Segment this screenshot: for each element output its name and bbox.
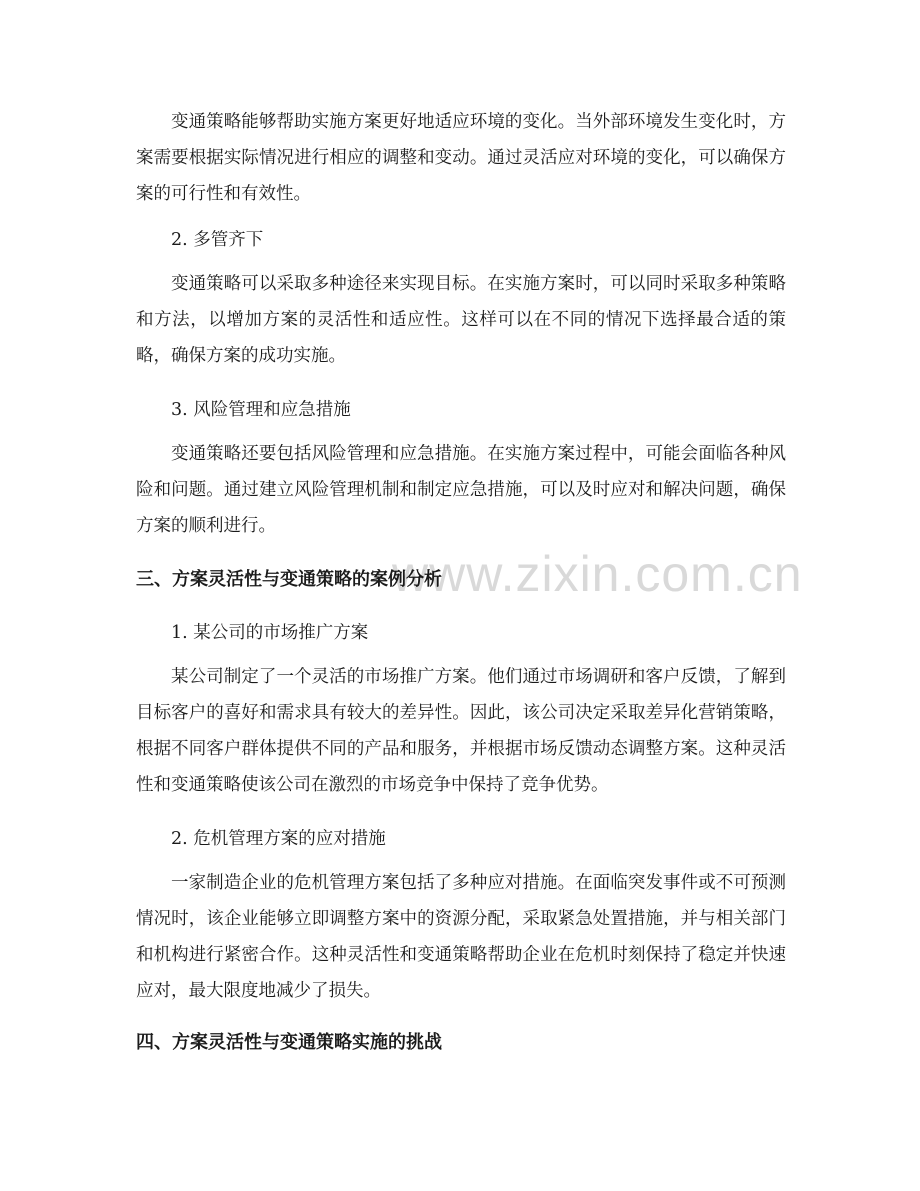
section-heading-4: 四、方案灵活性与变通策略实施的挑战 [136,1032,442,1053]
paragraph-risk: 变通策略还要包括风险管理和应急措施。在实施方案过程中，可能会面临各种风险和问题。通过建立风险管理机制和制定应急措施，可以及时应对和解决问题，确保方案的顺利进行。 [136,444,786,536]
watermark: www.zixin.com.cn [392,546,803,602]
subheading-multi: 2. 多管齐下 [171,230,264,250]
subheading-risk: 3. 风险管理和应急措施 [171,400,351,420]
paragraph-case-1: 某公司制定了一个灵活的市场推广方案。他们通过市场调研和客户反馈，了解到目标客户的喜好和需求具有较大的差异性。因此，该公司决定采取差异化营销策略，根据不同客户群体提供不同的产品和服务，并根据市场反馈动态调整方案。这种灵活性和变通策略使该公司在激烈的市场竞争中保持了竞争优势。 [136,667,786,795]
paragraph-adapt: 变通策略能够帮助实施方案更好地适应环境的变化。当外部环境发生变化时，方案需要根据实际情况进行相应的调整和变动。通过灵活应对环境的变化，可以确保方案的可行性和有效性。 [136,112,786,204]
paragraph-multi: 变通策略可以采取多种途径来实现目标。在实施方案时，可以同时采取多种策略和方法，以增加方案的灵活性和适应性。这样可以在不同的情况下选择最合适的策略，确保方案的成功实施。 [136,274,786,366]
subheading-case-1: 1. 某公司的市场推广方案 [171,623,369,643]
section-heading-3: 三、方案灵活性与变通策略的案例分析 [136,569,442,590]
paragraph-case-2: 一家制造企业的危机管理方案包括了多种应对措施。在面临突发事件或不可预测情况时，该企业能够立即调整方案中的资源分配，采取紧急处置措施，并与相关部门和机构进行紧密合作。这种灵活性和变通策略帮助企业在危机时刻保持了稳定并快速应对，最大限度地减少了损失。 [136,873,786,1001]
subheading-case-2: 2. 危机管理方案的应对措施 [171,829,386,849]
